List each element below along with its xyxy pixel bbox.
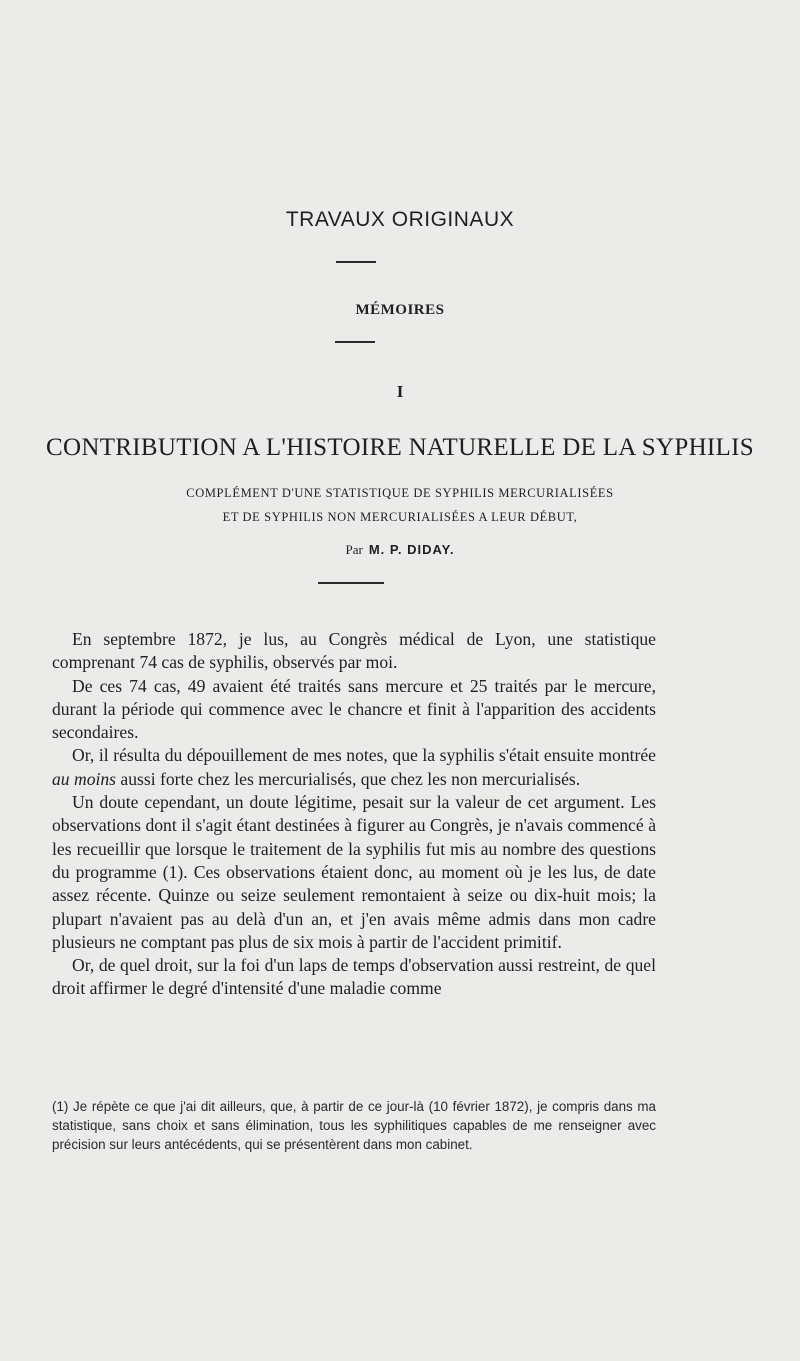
article-title: CONTRIBUTION A L'HISTOIRE NATURELLE DE LA SYPHILIS bbox=[46, 434, 754, 461]
article-number: I bbox=[396, 382, 404, 401]
subsection-heading: MÉMOIRES bbox=[355, 302, 445, 318]
emphasis-text: au moins bbox=[52, 768, 117, 789]
footnote-text: (1) Je répète ce que j'ai dit ailleurs, que, à partir de ce jour-là (10 février 1872), je compris dans ma statistique, sans choix et sans élimination, tous les syphilitiques capables de me renseigner avec précision sur leurs antécédents, qui se présentèrent dans mon cabinet. bbox=[52, 1099, 656, 1152]
paragraph bbox=[52, 744, 656, 791]
paragraph: Un doute cependant, un doute légitime, pesait sur la valeur de cet argument. Les observations dont il s'agit étant destinées à figurer au Congrès, je n'avais commencé à les recueillir que lorsque le traitement de la syphilis fut mis au nombre des questions du programme (1). Ces observations étaient donc, au moment où je les lus, de date assez récente. Quinze ou seize seulement remontaient à seize ou dix-huit mois; la plupart n'avaient pas au delà d'un an, et j'en avais même admis dans mon cadre plusieurs ne comptant pas plus de six mois à partir de l'accident primitif. bbox=[52, 792, 656, 952]
paragraph: En septembre 1872, je lus, au Congrès médical de Lyon, une statistique comprenant 74 cas de syphilis, observés par moi. bbox=[52, 629, 656, 673]
paragraph: De ces 74 cas, 49 avaient été traités sans mercure et 25 traités par le mercure, durant la période qui commence avec le chancre et finit à l'apparition des accidents secondaires. bbox=[52, 675, 656, 743]
paragraph-text: Or, il résulta du dépouillement de mes notes, que la syphilis s'était ensuite montrée bbox=[72, 745, 656, 766]
byline-prefix: Par bbox=[345, 542, 363, 557]
article-body bbox=[52, 628, 656, 1001]
paragraph: Or, de quel droit, sur la foi d'un laps de temps d'observation aussi restreint, de quel droit affirmer le degré d'intensité d'une maladie comme bbox=[52, 955, 656, 999]
article-subtitle-line-1: COMPLÉMENT D'UNE STATISTIQUE DE SYPHILIS MERCURIALISÉES bbox=[186, 486, 614, 500]
article-subtitle-line-2: ET DE SYPHILIS NON MERCURIALISÉES A LEUR DÉBUT, bbox=[222, 510, 578, 524]
byline-author: M. P. DIDAY. bbox=[368, 542, 455, 557]
divider-rule bbox=[335, 341, 375, 343]
footnote bbox=[52, 1097, 656, 1154]
divider-rule bbox=[336, 261, 376, 263]
divider-rule bbox=[318, 582, 384, 584]
section-title: TRAVAUX ORIGINAUX bbox=[285, 208, 515, 231]
byline bbox=[0, 542, 800, 558]
paragraph-text: aussi forte chez les mercurialisés, que chez les non mercurialisés. bbox=[116, 768, 581, 789]
